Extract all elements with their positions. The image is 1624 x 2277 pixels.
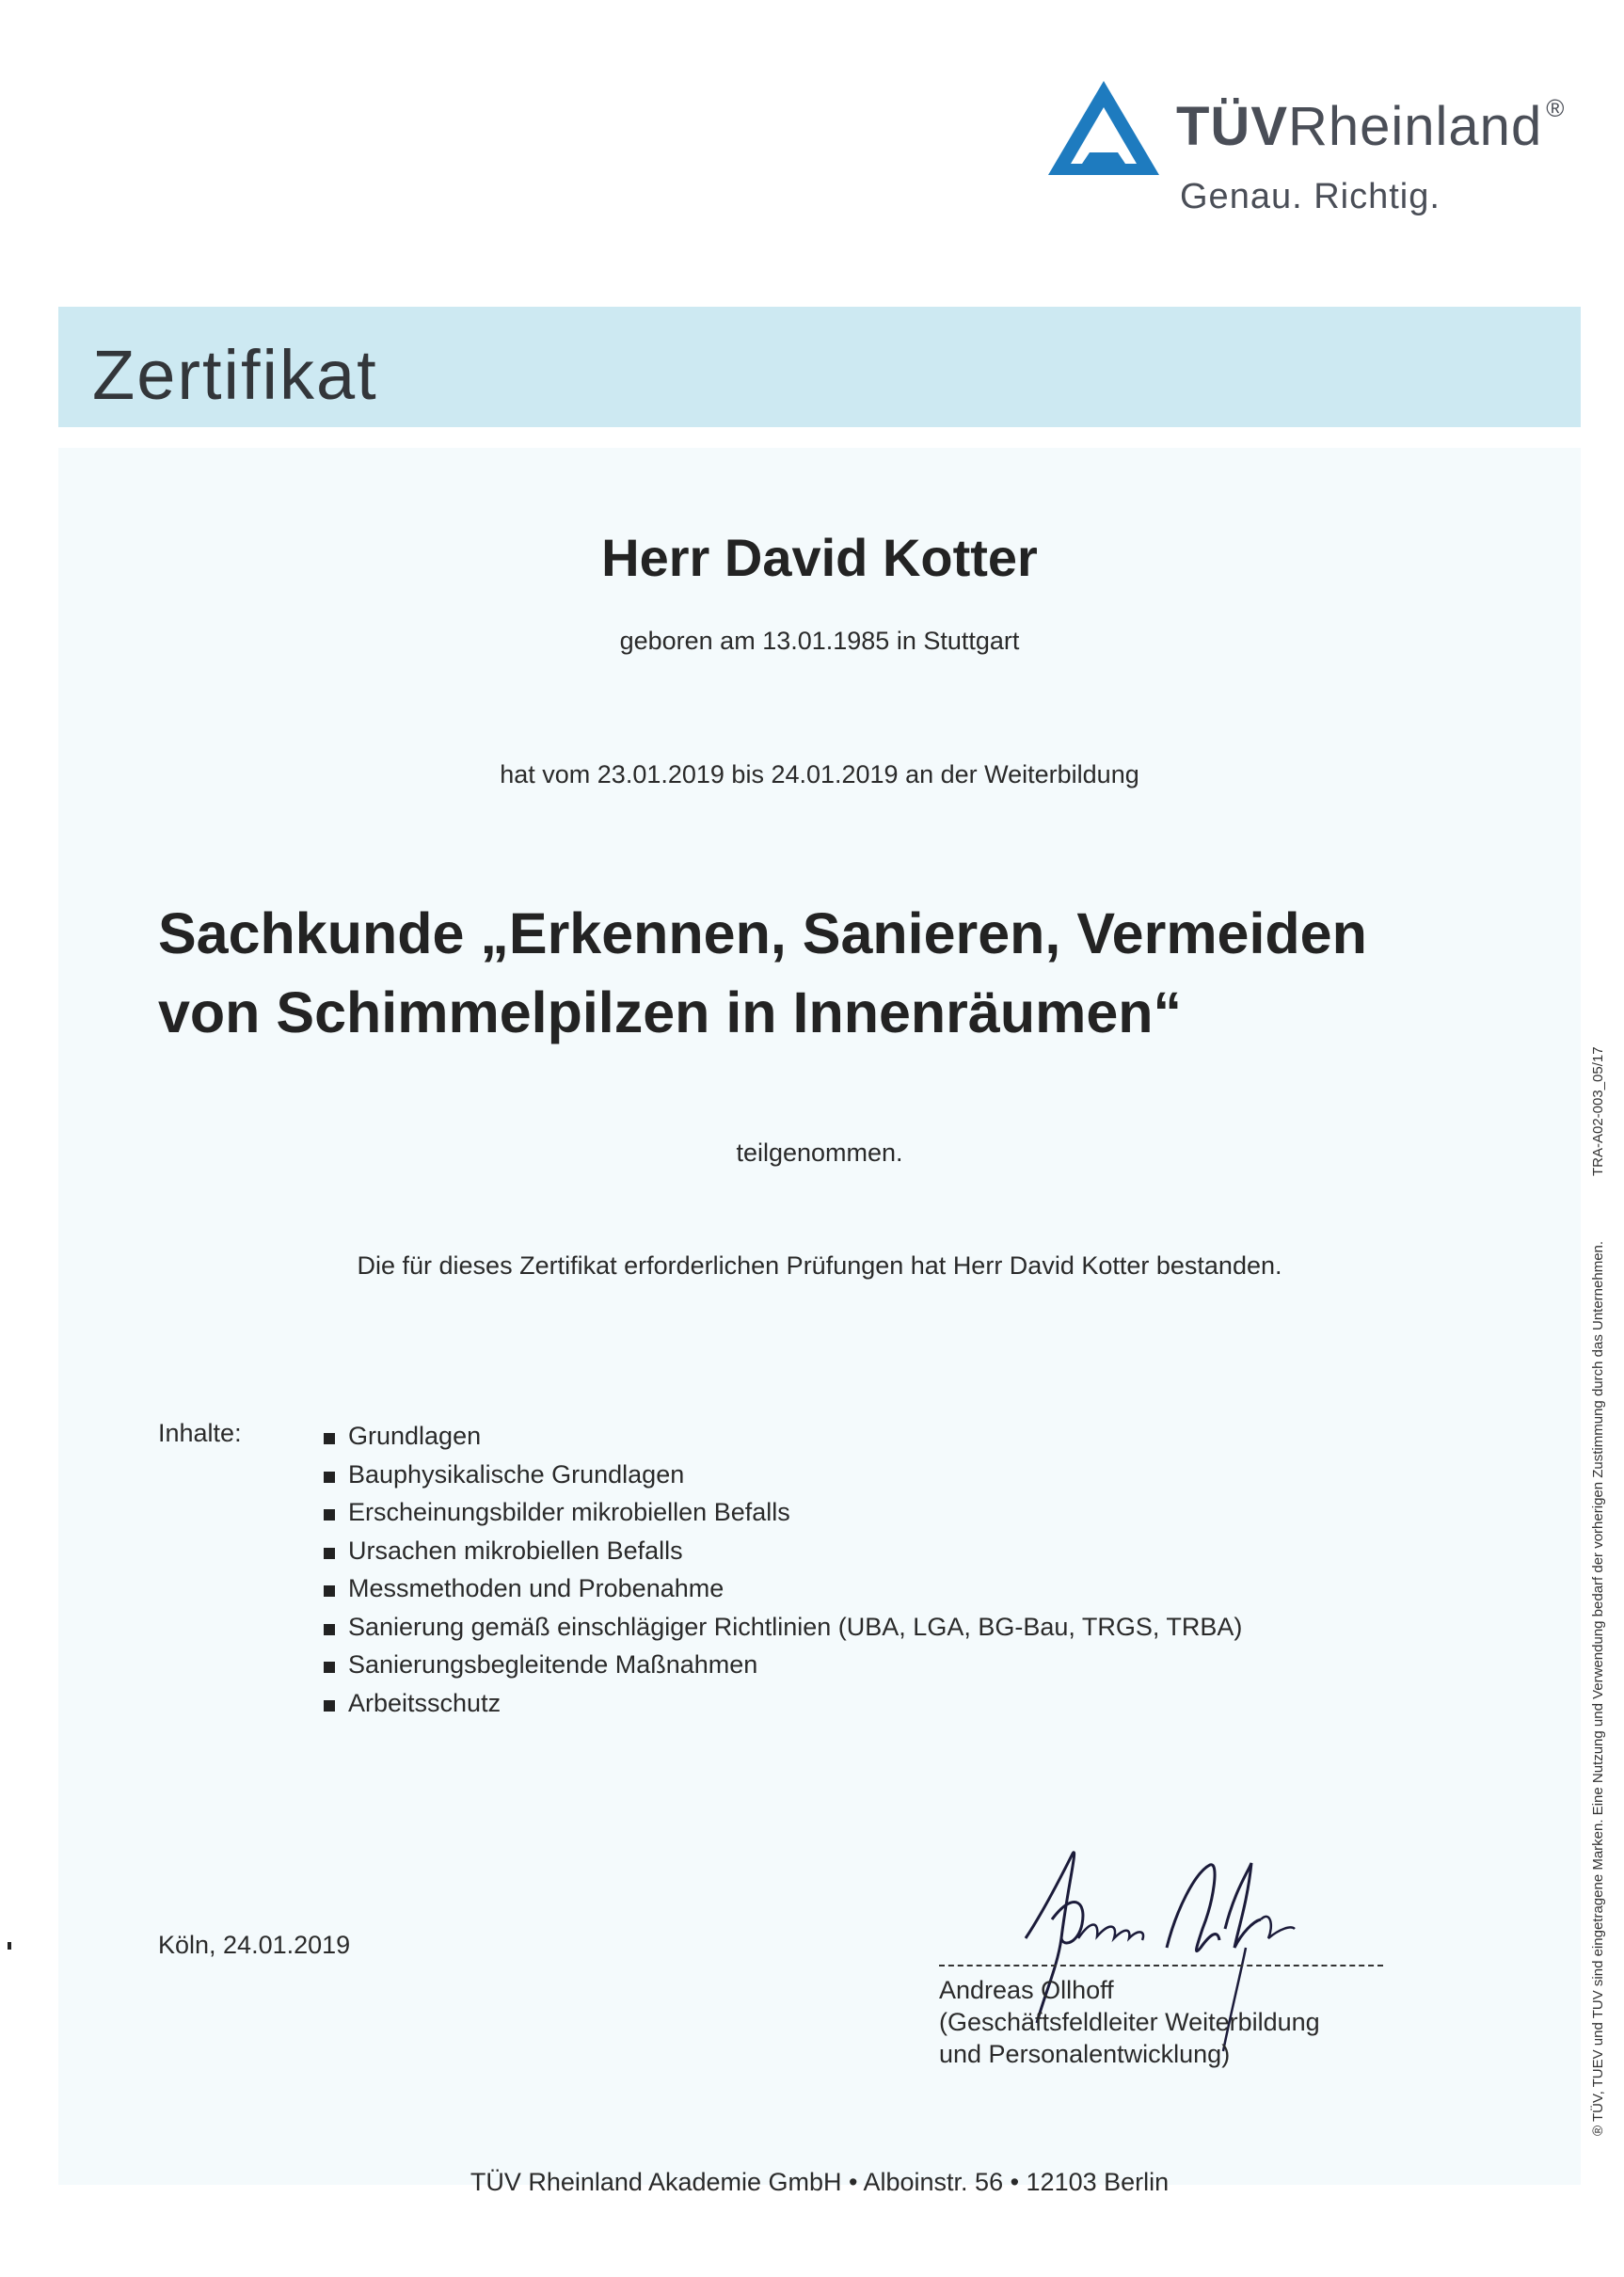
list-item: Arbeitsschutz xyxy=(320,1684,1242,1723)
list-item: Sanierungsbegleitende Maßnahmen xyxy=(320,1646,1242,1684)
header-band xyxy=(58,307,1581,427)
tuv-triangle-icon xyxy=(1043,77,1165,181)
course-period: hat vom 23.01.2019 bis 24.01.2019 an der Weiterbildung xyxy=(500,760,1139,788)
square-bullet-icon xyxy=(324,1548,335,1559)
footer-address: TÜV Rheinland Akademie GmbH • Alboinstr. 56 • 12103 Berlin xyxy=(470,2168,1170,2196)
exam-statement: Die für dieses Zertifikat erforderlichen Prüfungen hat Herr David Kotter bestanden. xyxy=(357,1251,1282,1280)
document-code: TRA-A02-003_05/17 xyxy=(1590,1046,1606,1176)
scan-speck xyxy=(8,1942,11,1950)
trademark-note: ® TÜV, TUEV und TUV sind eingetragene Marken. Eine Nutzung und Verwendung bedarf der vorherigen Zustimmung durch das Unternehmen. xyxy=(1590,1240,1606,2136)
square-bullet-icon xyxy=(324,1700,335,1712)
contents-label: Inhalte: xyxy=(158,1419,242,1447)
signer-block xyxy=(939,1974,1320,2070)
square-bullet-icon xyxy=(324,1509,335,1521)
recipient-name: Herr David Kotter xyxy=(601,528,1038,587)
course-title-line-2: von Schimmelpilzen in Innenräumen“ xyxy=(158,980,1183,1044)
list-item: Grundlagen xyxy=(320,1417,1242,1456)
signer-title-line-1: (Geschäftsfeldleiter Weiterbildung xyxy=(939,2008,1320,2036)
signature-line xyxy=(939,1965,1383,1966)
square-bullet-icon xyxy=(324,1472,335,1483)
list-item: Sanierung gemäß einschlägiger Richtlinien (UBA, LGA, BG-Bau, TRGS, TRBA) xyxy=(320,1608,1242,1647)
list-item: Messmethoden und Probenahme xyxy=(320,1569,1242,1608)
square-bullet-icon xyxy=(324,1433,335,1444)
list-item: Erscheinungsbilder mikrobiellen Befalls xyxy=(320,1493,1242,1532)
participated-text: teilgenommen. xyxy=(736,1138,903,1167)
course-title-line-1: Sachkunde „Erkennen, Sanieren, Vermeiden xyxy=(158,901,1367,965)
birth-info: geboren am 13.01.1985 in Stuttgart xyxy=(619,627,1020,655)
page-title: Zertifikat xyxy=(92,336,378,414)
brand-name: TÜVRheinland ® xyxy=(1176,94,1566,157)
brand-slogan: Genau. Richtig. xyxy=(1180,177,1441,216)
contents-list xyxy=(320,1417,1242,1722)
list-item: Bauphysikalische Grundlagen xyxy=(320,1456,1242,1494)
square-bullet-icon xyxy=(324,1624,335,1635)
signer-name: Andreas Ollhoff xyxy=(939,1976,1114,2004)
list-item: Ursachen mikrobiellen Befalls xyxy=(320,1532,1242,1570)
square-bullet-icon xyxy=(324,1662,335,1673)
square-bullet-icon xyxy=(324,1585,335,1597)
place-date: Köln, 24.01.2019 xyxy=(158,1931,351,1959)
signer-title-line-2: und Personalentwicklung) xyxy=(939,2040,1231,2068)
tuv-rheinland-logo xyxy=(1043,77,1607,218)
course-title xyxy=(158,894,1522,1052)
